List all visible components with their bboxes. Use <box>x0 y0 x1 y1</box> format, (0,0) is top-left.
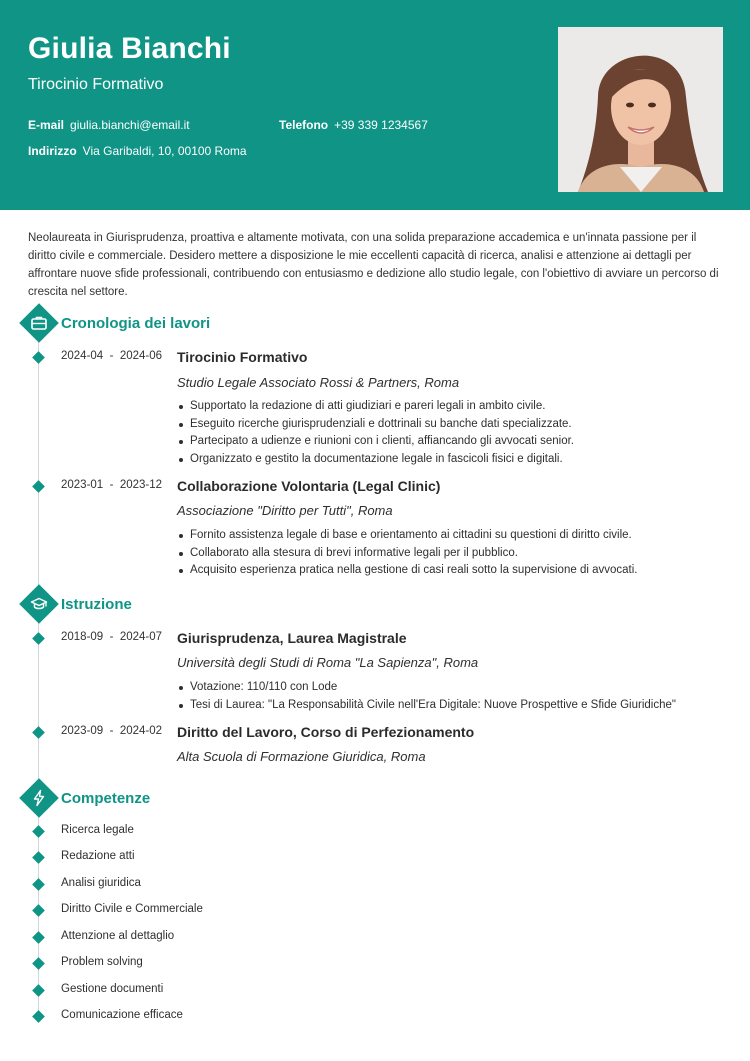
skill-item: Attenzione al dettaglio <box>61 930 175 942</box>
list-item: Organizzato e gestito la documentazione legale in fascicoli fisici e digitali. <box>177 451 722 469</box>
entry-dates: 2023-01 - 2023-12 <box>61 479 163 491</box>
skill-item: Ricerca legale <box>61 824 134 836</box>
skill-item: Gestione documenti <box>61 983 164 995</box>
timeline-marker <box>32 726 45 739</box>
address-value: Via Garibaldi, 10, 00100 Roma <box>82 144 247 158</box>
list-item: Partecipato a udienze e riunioni con i clienti, affiancando gli avvocati senior. <box>177 433 722 451</box>
address-label: Indirizzo <box>28 144 77 158</box>
timeline-marker <box>32 931 45 944</box>
timeline-marker <box>32 825 45 838</box>
date-start: 2023-01 <box>61 479 104 491</box>
institution: Alta Scuola di Formazione Giuridica, Roma <box>177 749 426 764</box>
skill-item: Problem solving <box>61 956 143 968</box>
job-title: Tirocinio Formativo <box>28 76 164 93</box>
list-item: Tesi di Laurea: "La Responsabilità Civile nell'Era Digitale: Nuove Prospettive e Sfide Giuridiche" <box>177 697 722 715</box>
email-value[interactable]: giulia.bianchi@email.it <box>70 118 190 132</box>
date-end: 2023-12 <box>119 479 163 491</box>
timeline-marker <box>32 480 45 493</box>
candidate-name: Giulia Bianchi <box>28 32 231 65</box>
list-item: Votazione: 110/110 con Lode <box>177 679 722 697</box>
header <box>0 0 750 210</box>
list-item: Acquisito esperienza pratica nella gestione di casi reali sotto la supervisione di avvocati. <box>177 562 722 580</box>
degree-title: Giurisprudenza, Laurea Magistrale <box>177 630 407 646</box>
phone-label: Telefono <box>279 118 329 132</box>
duty-list <box>177 398 722 468</box>
date-start: 2018-09 <box>61 631 104 643</box>
briefcase-icon <box>19 303 59 343</box>
date-start: 2023-09 <box>61 725 104 737</box>
duty-list <box>177 527 722 580</box>
list-item: Supportato la redazione di atti giudiziari e pareri legali in ambito civile. <box>177 398 722 416</box>
graduation-cap-icon <box>19 584 59 624</box>
timeline-marker <box>32 351 45 364</box>
skill-item: Diritto Civile e Commerciale <box>61 903 203 915</box>
entry-dates: 2024-04 - 2024-06 <box>61 350 163 362</box>
profile-summary: Neolaureata in Giurisprudenza, proattiva e altamente motivata, con una solida preparazione accademica e un'innata passione per il diritto civile e commerciale. Desidero mettere a disposizione le mie eccellenti capacità di ricerca, analisi e attenzione ai dettagli per affrontare nuove sfide professionali, contribuendo con entusiasmo e dedizione allo studio legale, con l'obiettivo di avviare un percorso di crescita nel settore. <box>28 232 719 298</box>
degree-title: Diritto del Lavoro, Corso di Perfezionamento <box>177 724 475 740</box>
timeline-marker <box>32 984 45 997</box>
degree-details <box>177 679 722 714</box>
job-title-entry: Collaborazione Volontaria (Legal Clinic) <box>177 478 441 494</box>
skill-item: Analisi giuridica <box>61 877 141 889</box>
section-title-work: Cronologia dei lavori <box>61 315 211 332</box>
date-end: 2024-07 <box>119 631 163 643</box>
list-item: Collaborato alla stesura di brevi informative legali per il pubblico. <box>177 545 722 563</box>
contact-address <box>28 144 247 158</box>
list-item: Eseguito ricerche giurisprudenziali e dottrinali su banche dati specializzate. <box>177 416 722 434</box>
contact-email <box>28 118 190 132</box>
lightning-icon <box>19 778 59 818</box>
job-title-entry: Tirocinio Formativo <box>177 349 308 365</box>
contact-phone <box>279 118 428 132</box>
institution: Università degli Studi di Roma "La Sapienza", Roma <box>177 655 479 670</box>
timeline-marker <box>32 851 45 864</box>
entry-dates: 2023-09 - 2024-02 <box>61 725 163 737</box>
section-title-skills: Competenze <box>61 790 151 807</box>
skill-item: Comunicazione efficace <box>61 1009 183 1021</box>
date-end: 2024-06 <box>119 350 163 362</box>
phone-value[interactable]: +39 339 1234567 <box>334 118 428 132</box>
timeline-marker <box>32 957 45 970</box>
employer: Studio Legale Associato Rossi & Partners, Roma <box>177 375 460 390</box>
entry-dates: 2018-09 - 2024-07 <box>61 631 163 643</box>
timeline-marker <box>32 904 45 917</box>
section-title-education: Istruzione <box>61 596 132 613</box>
date-start: 2024-04 <box>61 350 104 362</box>
email-label: E-mail <box>28 118 65 132</box>
timeline-marker <box>32 1010 45 1023</box>
profile-photo <box>558 27 723 192</box>
timeline-marker <box>32 878 45 891</box>
employer: Associazione "Diritto per Tutti", Roma <box>177 503 393 518</box>
portrait-illustration <box>558 27 723 192</box>
list-item: Fornito assistenza legale di base e orientamento ai cittadini su questioni di diritto civile. <box>177 527 722 545</box>
date-end: 2024-02 <box>119 725 163 737</box>
timeline-marker <box>32 632 45 645</box>
skill-item: Redazione atti <box>61 850 135 862</box>
